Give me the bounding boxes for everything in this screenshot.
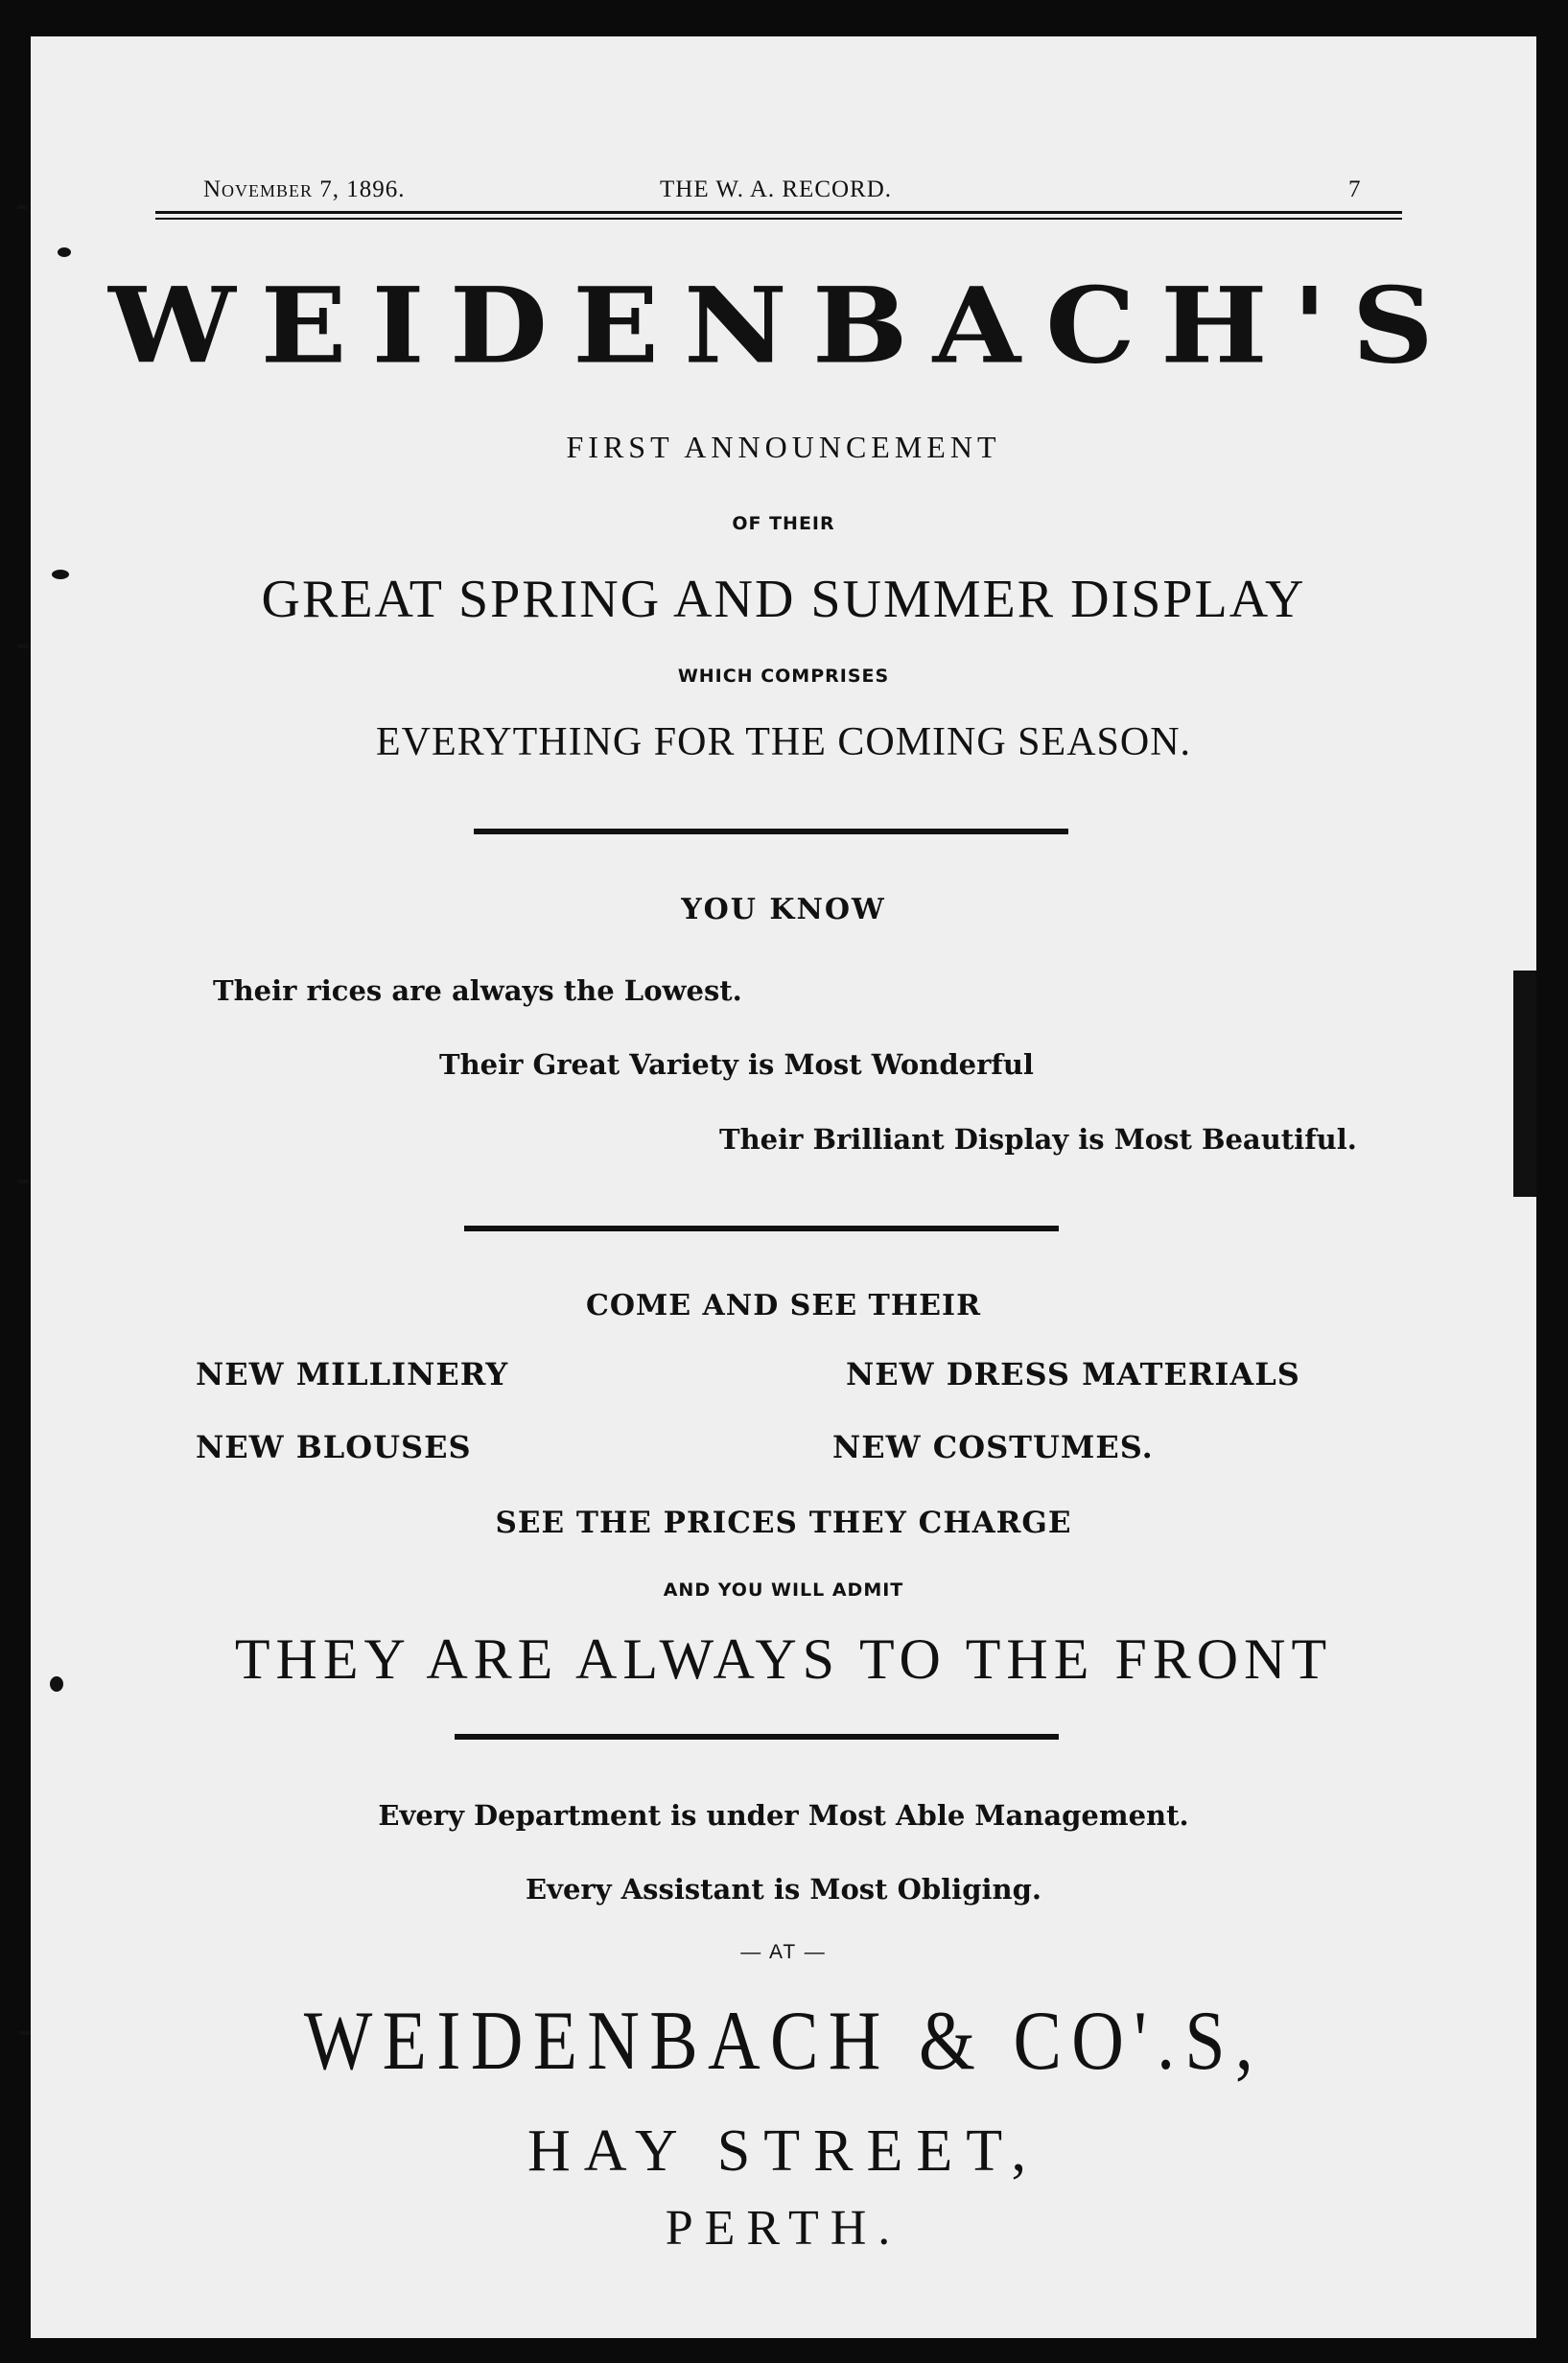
department-line: Every Department is under Most Able Management. [378, 1799, 1189, 1832]
item-new-blouses: NEW BLOUSES [196, 1429, 472, 1465]
header-paper-title: THE W. A. RECORD. [660, 176, 893, 202]
assistant-line: Every Assistant is Most Obliging. [526, 1873, 1041, 1906]
see-the-prices: SEE THE PRICES THEY CHARGE [495, 1506, 1072, 1540]
variety-line: Their Great Variety is Most Wonderful [439, 1048, 1034, 1081]
newspaper-page [31, 36, 1536, 2338]
street-address: HAY STREET, [527, 2118, 1041, 2184]
company-name: WEIDENBACH & CO'.S, [303, 1995, 1264, 2088]
divider-2 [464, 1226, 1059, 1231]
of-their: OF THEIR [732, 513, 835, 534]
scan-mark [17, 205, 27, 209]
prices-line: Their rices are always the Lowest. [213, 974, 742, 1007]
header-rule-bottom [155, 218, 1402, 220]
scan-mark [17, 1180, 29, 1183]
scan-mark [19, 2031, 31, 2035]
scan-smudge [50, 1676, 63, 1692]
first-announcement: FIRST ANNOUNCEMENT [566, 430, 1001, 464]
at-line: — AT — [740, 1941, 827, 1963]
scan-smudge [52, 570, 69, 579]
header-date: November 7, 1896. [203, 176, 406, 202]
scan-smudge [58, 247, 71, 257]
header-rule-top [155, 211, 1402, 214]
you-will-admit: AND YOU WILL ADMIT [663, 1579, 904, 1601]
everything-for-season: EVERYTHING FOR THE COMING SEASON. [375, 720, 1192, 764]
item-new-costumes: NEW COSTUMES. [832, 1429, 1154, 1465]
scan-mark [17, 644, 29, 648]
great-display: GREAT SPRING AND SUMMER DISPLAY [261, 570, 1306, 629]
divider-1 [474, 829, 1068, 834]
ad-title: WEIDENBACH'S [108, 264, 1459, 387]
you-know: YOU KNOW [681, 893, 886, 926]
city-name: PERTH. [665, 2201, 902, 2256]
always-to-the-front: THEY ARE ALWAYS TO THE FRONT [234, 1627, 1333, 1691]
brilliant-line: Their Brilliant Display is Most Beautiful. [719, 1123, 1357, 1156]
item-new-millinery: NEW MILLINERY [196, 1356, 509, 1392]
which-comprises: WHICH COMPRISES [677, 666, 890, 687]
scan-edge-shadow [1513, 971, 1536, 1197]
header-page-number: 7 [1348, 176, 1362, 202]
item-new-dress-materials: NEW DRESS MATERIALS [846, 1356, 1300, 1392]
divider-3 [455, 1734, 1059, 1740]
come-and-see: COME AND SEE THEIR [585, 1289, 982, 1322]
